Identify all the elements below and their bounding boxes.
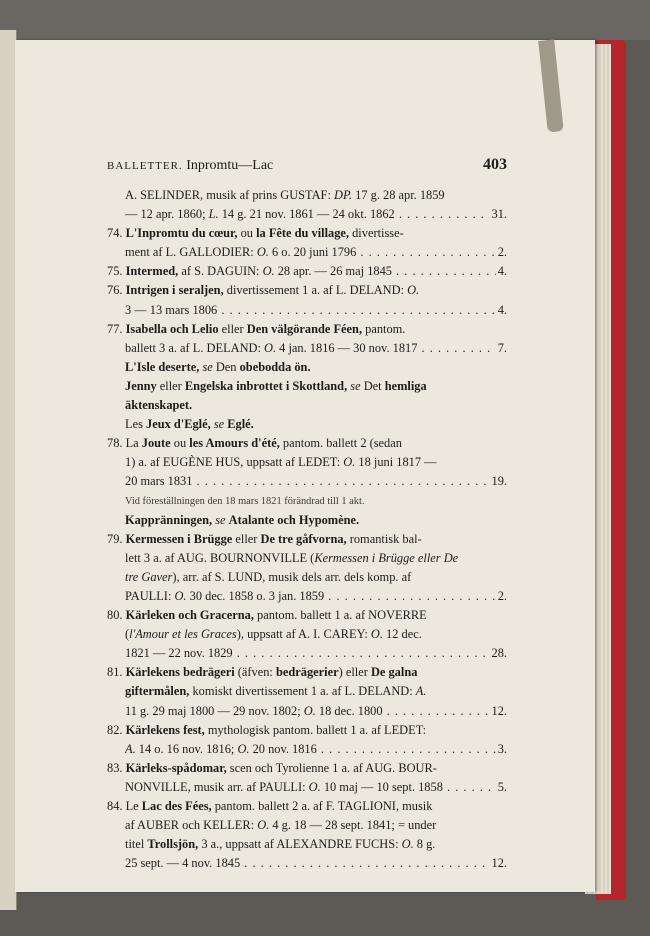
performance-count: 12.: [491, 703, 507, 718]
entry-text: PAULLI: O. 30 dec. 1858 o. 3 jan. 1859 . . .: [125, 587, 496, 606]
performance-count: 5.: [497, 779, 507, 794]
entry-line: 1) a. af EUGÈNE HUS, uppsatt af LEDET: O. 18 juni 1817 —: [125, 455, 437, 470]
entry-line: A. SELINDER, musik af prins GUSTAF: DP. 17 g. 28 apr. 1859: [125, 188, 445, 202]
entry-line: [107, 702, 507, 721]
running-title: [107, 158, 273, 174]
entry-line: [107, 301, 507, 320]
entry-text: 20 mars 1831 . . .: [125, 472, 490, 491]
entry-text: NONVILLE, musik arr. af PAULLI: O. 10 maj — 10 sept. 1858 . . .: [125, 778, 496, 797]
entry-text: A. 14 o. 16 nov. 1816; O. 20 nov. 1816 . . .: [125, 740, 496, 759]
entry-line: [107, 854, 507, 873]
entry-text: 11 g. 29 maj 1800 — 29 nov. 1802; O. 18 dec. 1800 . . .: [125, 702, 490, 721]
entry-line: 79. Kermessen i Brügge eller De tre gåfvorna, romantisk bal-: [107, 531, 422, 546]
performance-count: 7.: [497, 340, 507, 355]
entry-line: Les Jeux d'Eglé, se Eglé.: [125, 417, 254, 432]
entry-line: 76. Intrigen i seraljen, divertissement 1 a. af L. DELAND: O.: [107, 283, 420, 298]
page-number: 403: [483, 156, 507, 173]
performance-count: 2.: [497, 245, 507, 260]
performance-count: 19.: [491, 474, 507, 489]
performance-count: 3.: [497, 741, 507, 756]
entry-line: 78. La Joute ou les Amours d'été, pantom. ballett 2 (sedan: [107, 436, 402, 451]
entry-text: ment af L. GALLODIER: O. 6 o. 20 juni 1796 . . .: [125, 243, 496, 262]
entry-line: 74. L'Inpromtu du cœur, ou la Fête du village, divertisse-: [107, 226, 404, 241]
entry-text: ballett 3 a. af L. DELAND: O. 4 jan. 1816 — 30 nov. 1817 . . .: [125, 339, 496, 358]
entry-line: 80. Kärleken och Gracerna, pantom. ballett 1 a. af NOVERRE: [107, 608, 427, 623]
bookmark-ribbon: [538, 39, 564, 132]
catalogue-entries: [107, 186, 507, 873]
entry-line: 83. Kärleks-spådomar, scen och Tyrolienne 1 a. af AUG. BOUR-: [107, 760, 437, 775]
entry-line: [107, 262, 507, 281]
entry-line: af AUBER och KELLER: O. 4 g. 18 — 28 sept. 1841; = under: [125, 818, 437, 833]
entry-line: [107, 243, 507, 262]
entry-line: [107, 587, 507, 606]
running-title-section: BALLETTER.: [107, 160, 183, 172]
entry-line: [107, 472, 507, 491]
entry-line: Kappränningen, se Atalante och Hypomène.: [125, 512, 360, 527]
entry-text: 3 — 13 mars 1806 . . .: [125, 301, 496, 320]
entry-line: tre Gaver), arr. af S. LUND, musik dels arr. dels komp. af: [125, 569, 412, 584]
performance-count: 2.: [497, 588, 507, 603]
entry-text: 1821 — 22 nov. 1829 . . .: [125, 644, 490, 663]
entry-text: — 12 apr. 1860; L. 14 g. 21 nov. 1861 — 24 okt. 1862 . . .: [125, 205, 490, 224]
performance-count: 4.: [497, 302, 507, 317]
entry-line: titel Trollsjön, 3 a., uppsatt af ALEXANDRE FUCHS: O. 8 g.: [125, 837, 436, 852]
entry-line: Jenny eller Engelska inbrottet i Skottland, se Det hemliga: [125, 378, 427, 393]
entry-line: Vid föreställningen den 18 mars 1821 förändrad till 1 akt.: [125, 495, 365, 507]
entry-text: 75. Intermed, af S. DAGUIN: O. 28 apr. — 26 maj 1845 . . .: [107, 262, 496, 281]
entry-line: L'Isle deserte, se Den obebodda ön.: [125, 359, 311, 374]
book-page: [15, 40, 595, 892]
entry-line: lett 3 a. af AUG. BOURNONVILLE (Kermessen i Brügge eller De: [125, 550, 459, 565]
entry-line: 77. Isabella och Lelio eller Den välgörande Féen, pantom.: [107, 321, 406, 336]
entry-line: [107, 339, 507, 358]
backdrop: [0, 0, 650, 40]
entry-line: [107, 644, 507, 663]
entry-line: äktenskapet.: [125, 398, 193, 413]
entry-line: 84. Le Lac des Fées, pantom. ballett 2 a. af F. TAGLIONI, musik: [107, 799, 433, 813]
entry-line: 81. Kärlekens bedrägeri (äfven: bedrägerier) eller De galna: [107, 665, 418, 680]
running-title-range: Inpromtu—Lac: [182, 158, 274, 173]
entry-text: 25 sept. — 4 nov. 1845 . . .: [125, 854, 490, 873]
performance-count: 28.: [491, 646, 507, 661]
entry-line: [107, 205, 507, 224]
performance-count: 12.: [491, 856, 507, 871]
performance-count: 4.: [497, 264, 507, 279]
entry-line: [107, 740, 507, 759]
entry-line: giftermålen, komiskt divertissement 1 a. af L. DELAND: A.: [125, 684, 427, 699]
entry-line: (l'Amour et les Graces), uppsatt af A. I. CAREY: O. 12 dec.: [125, 627, 422, 642]
performance-count: 31.: [491, 207, 507, 222]
entry-line: 82. Kärlekens fest, mythologisk pantom. ballett 1 a. af LEDET:: [107, 722, 427, 737]
entry-line: [107, 778, 507, 797]
